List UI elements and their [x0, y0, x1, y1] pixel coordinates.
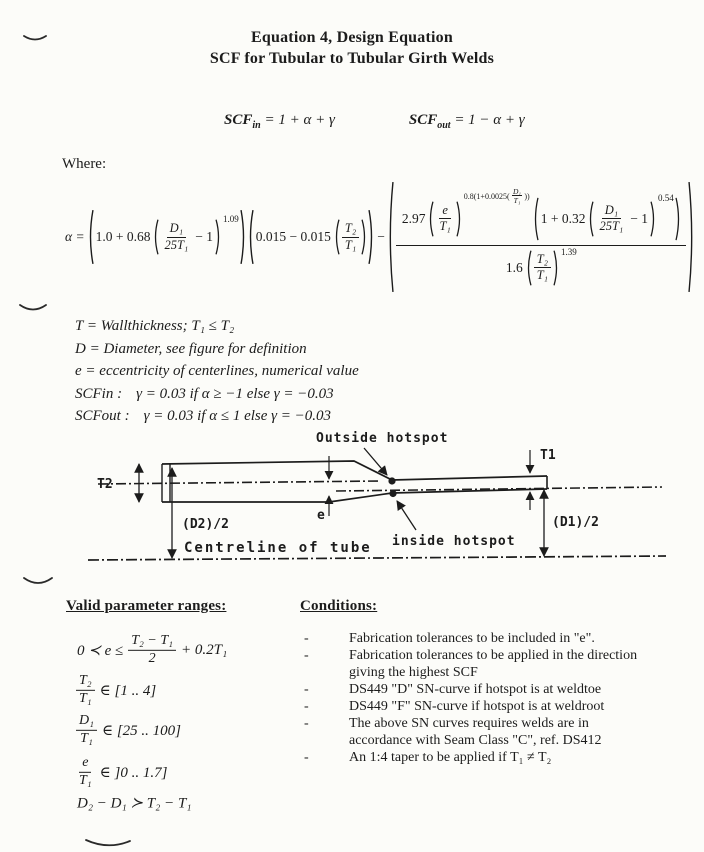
- d1-half-label: (D1)/2: [552, 515, 599, 530]
- condition-item: [300, 647, 652, 681]
- num-g-exponent: 0.54: [658, 192, 674, 203]
- range-d1-t1: [74, 714, 184, 746]
- definition-scfout: [75, 405, 359, 428]
- weld-diagram: [84, 426, 670, 583]
- scf-equations-row: [224, 112, 525, 131]
- range3-fraction: [76, 714, 97, 746]
- e-t1-exponent: [464, 188, 530, 206]
- bigfraction-bar: [396, 245, 686, 246]
- fraction-denominator: T₁: [79, 772, 92, 788]
- t2-label: T2: [97, 477, 113, 492]
- right-paren: [215, 219, 222, 255]
- fraction-denominator: 25T₁: [599, 219, 624, 233]
- left-paren: [87, 209, 94, 265]
- scf-in-subscript: in: [252, 120, 261, 131]
- scf-in-rhs: = 1 + α + γ: [260, 112, 335, 128]
- right-paren: [553, 250, 560, 286]
- bullet-dash: -: [304, 648, 309, 663]
- condition-item: [300, 698, 652, 715]
- range4-fraction: [76, 756, 95, 788]
- left-paren: [532, 197, 539, 241]
- outside-hotspot-dot: [388, 477, 395, 484]
- margin-arc-mark-3: [22, 575, 54, 589]
- page-title-line2: SCF for Tubular to Tubular Girth Welds: [209, 50, 495, 68]
- left-paren: [387, 181, 394, 293]
- condition-text: Fabrication tolerances to be included in "e".: [349, 631, 595, 646]
- range1-fraction: [128, 634, 176, 666]
- fraction-numerator: e: [439, 204, 451, 219]
- range-t2-t1: [74, 674, 159, 706]
- fraction-t2-t1: [534, 253, 551, 282]
- alpha-lhs: α =: [65, 229, 85, 244]
- fraction-numerator: T₂: [76, 674, 95, 691]
- bullet-dash: -: [304, 716, 309, 731]
- condition-text: The above SN curves requires welds are in accordance with Seam Class "C", ref. DS412: [349, 716, 602, 748]
- alpha-g2-pre: 0.015 − 0.015: [255, 229, 331, 244]
- range-eccentricity: [74, 634, 230, 666]
- margin-arc-mark-2: [18, 302, 48, 315]
- bullet-dash: -: [304, 750, 309, 765]
- margin-arc-mark-4: [84, 837, 132, 851]
- den-exponent: 1.39: [561, 246, 577, 257]
- left-paren: [525, 250, 532, 286]
- range2-fraction: [76, 674, 95, 706]
- fraction-denominator: T₁: [79, 690, 92, 706]
- condition-item: [300, 630, 652, 647]
- range5-expression: D₂ − D₁ ≻ T₂ − T₁: [77, 795, 192, 812]
- range2-interval: ∈ [1 .. 4]: [99, 682, 157, 699]
- alpha-g1-pre: 1.0 + 0.68: [95, 229, 151, 244]
- fraction-denominator: T₁: [344, 237, 357, 252]
- fraction-numerator: D₁: [76, 714, 97, 731]
- inside-hotspot-arrow: [397, 501, 416, 530]
- d2-half-label: (D2)/2: [182, 517, 229, 532]
- bullet-dash: -: [304, 682, 309, 697]
- left-paren: [247, 209, 254, 265]
- bigfraction-denominator: [500, 248, 582, 288]
- fraction-denominator: T₁: [513, 196, 521, 206]
- conditions-list: [300, 630, 652, 766]
- bullet-dash: -: [304, 699, 309, 714]
- condition-item: [300, 681, 652, 698]
- den-coef: 1.6: [505, 259, 523, 275]
- fraction-t2-t1: [342, 222, 359, 251]
- range-diameter-difference: [74, 794, 195, 813]
- condition-item: [300, 749, 652, 766]
- right-paren: [240, 209, 247, 265]
- definition-eccentricity: e = eccentricity of centerlines, numerical value: [75, 363, 359, 380]
- left-wall-centerline: [98, 481, 380, 484]
- alpha-bigfraction-group: [387, 181, 695, 293]
- definition-scfin: [75, 383, 359, 406]
- fraction-numerator: D₁: [512, 186, 522, 196]
- scfin-label: SCFin :: [75, 385, 123, 402]
- fraction-e-t1: [436, 204, 453, 233]
- condition-text: DS449 "D" SN-curve if hotspot is at weldtoe: [349, 682, 602, 697]
- fraction-denominator: 25T₁: [164, 237, 189, 252]
- condition-text: DS449 "F" SN-curve if hotspot is at weldroot: [349, 699, 605, 714]
- where-label: Where:: [62, 156, 107, 172]
- range-e-t1: [74, 756, 170, 788]
- alpha-equation: [63, 170, 701, 304]
- right-paren: [456, 201, 463, 237]
- page-title-line1: Equation 4, Design Equation: [251, 29, 453, 46]
- fraction-numerator: T₂ − T₁: [128, 634, 176, 651]
- left-paren: [587, 201, 594, 237]
- left-paren: [333, 219, 340, 255]
- alpha-g1-exponent: 1.09: [223, 214, 239, 224]
- bullet-dash: -: [304, 631, 309, 646]
- t1-label: T1: [540, 448, 556, 463]
- fraction-d1-25t1: [161, 222, 191, 251]
- range1-suffix: + 0.2T₁: [180, 641, 228, 658]
- e-label: e: [317, 508, 325, 523]
- range4-interval: ∈ ]0 .. 1.7]: [99, 764, 168, 781]
- range1-prefix: 0 ≺ e ≤: [77, 642, 124, 659]
- definition-wallthickness: T = Wallthickness; T₁ ≤ T₂: [75, 318, 235, 334]
- tube-top-profile: [162, 461, 547, 480]
- num-g-tail: − 1: [630, 210, 649, 226]
- right-paren: [675, 197, 682, 241]
- numerator-group: [532, 192, 682, 241]
- fraction-denominator: T₁: [80, 730, 93, 746]
- alpha-minus-operator: −: [377, 229, 385, 244]
- definitions-block: [75, 315, 359, 428]
- inside-hotspot-dot: [389, 490, 396, 497]
- bigfraction-numerator: [396, 187, 686, 243]
- fraction-denominator: T₁: [536, 268, 549, 282]
- fraction-numerator: T₂: [534, 253, 551, 268]
- alpha-g1-tail: − 1: [195, 229, 214, 244]
- outside-hotspot-label: Outside hotspot: [316, 431, 449, 446]
- weld-diagram-svg: [84, 426, 670, 578]
- fraction-denominator: T₁: [439, 219, 451, 233]
- right-paren: [650, 201, 657, 237]
- tube-centreline: [88, 556, 666, 560]
- left-paren: [152, 219, 159, 255]
- scf-in-base: SCF: [224, 112, 253, 128]
- num-coef: 2.97: [401, 210, 426, 226]
- right-paren: [361, 219, 368, 255]
- fraction-numerator: D₁: [167, 222, 186, 237]
- scf-in-equation: [224, 112, 335, 131]
- fraction-numerator: T₂: [342, 222, 359, 237]
- fraction-d1-25t1: [596, 204, 626, 233]
- fraction-numerator: D₁: [602, 204, 621, 219]
- scfout-rule: γ = 0.03 if α ≤ 1 else γ = −0.03: [143, 408, 332, 425]
- exponent-suffix: )): [524, 191, 530, 201]
- exponent-prefix: 0.8(1+0.0025(: [463, 191, 510, 201]
- fraction-denominator: 2: [148, 650, 156, 666]
- condition-text: Fabrication tolerances to be applied in the direction giving the highest SCF: [349, 648, 638, 680]
- alpha-g1-inner: [152, 214, 239, 255]
- scf-out-equation: [409, 112, 525, 131]
- definition-diameter: D = Diameter, see figure for definition: [75, 340, 307, 357]
- alpha-group2: [247, 209, 375, 265]
- range3-interval: ∈ [25 .. 100]: [101, 722, 182, 739]
- right-paren: [368, 209, 375, 265]
- scf-out-rhs: = 1 − α + γ: [450, 112, 525, 128]
- scf-out-base: SCF: [408, 112, 438, 128]
- right-paren: [688, 181, 695, 293]
- condition-item: [300, 715, 652, 749]
- scf-out-subscript: out: [437, 120, 451, 131]
- centreline-label: Centreline of tube: [184, 540, 372, 556]
- condition-text: An 1:4 taper to be applied if T₁ ≠ T₂: [349, 750, 552, 765]
- exponent-fraction-d1-t1: [511, 188, 524, 206]
- left-paren: [427, 201, 434, 237]
- scfin-rule: γ = 0.03 if α ≥ −1 else γ = −0.03: [136, 385, 334, 402]
- conditions-heading: Conditions:: [300, 598, 378, 614]
- inside-hotspot-label: inside hotspot: [392, 534, 516, 549]
- alpha-group1: [87, 209, 247, 265]
- parameter-ranges-heading: Valid parameter ranges:: [66, 598, 227, 614]
- num-g-pre: 1 + 0.32: [540, 210, 586, 226]
- scfout-label: SCFout :: [75, 408, 130, 425]
- fraction-numerator: e: [79, 756, 91, 773]
- alpha-bigfraction: [396, 187, 686, 288]
- page-title: [0, 27, 704, 69]
